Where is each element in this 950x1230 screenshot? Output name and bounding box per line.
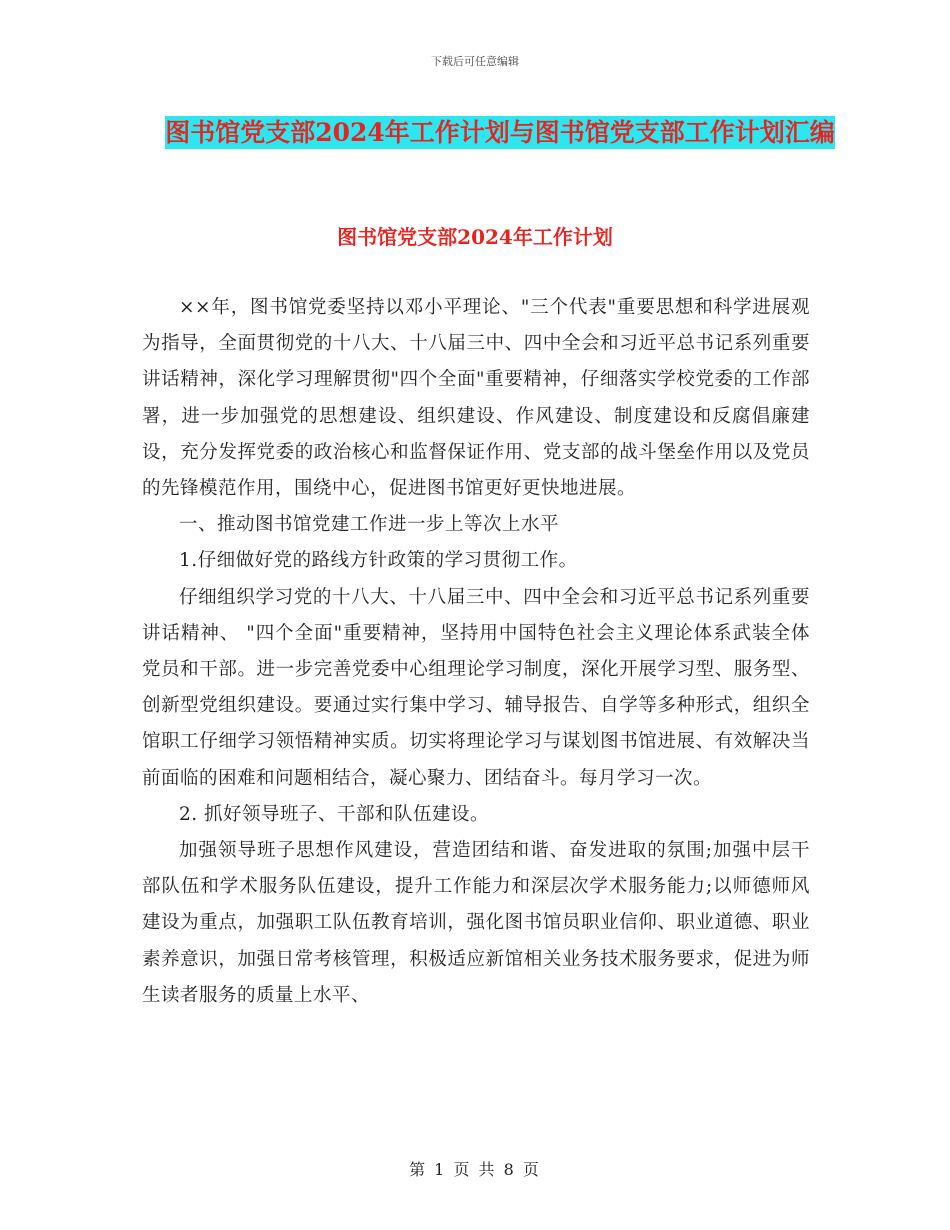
document-title [140, 112, 860, 154]
page-indicator: 第 1 页 共 8 页 [409, 1160, 541, 1179]
header-note: 下载后可任意编辑 [431, 55, 519, 68]
document-title-text: 图书馆党支部2024年工作计划与图书馆党支部工作计划汇编 [165, 118, 835, 147]
document-body [142, 290, 810, 1014]
paragraph: ××年，图书馆党委坚持以邓小平理论、"三个代表"重要思想和科学进展观为指导，全面贯彻党的十八大、十八届三中、四中全会和习近平总书记系列重要讲话精神，深化学习理解贯彻"四个全面"重要精神，仔细落实学校党委的工作部署，进一步加强党的思想建设、组织建设、作风建设、制度建设和反腐倡廉建设，充分发挥党委的政治核心和监督保证作用、党支部的战斗堡垒作用以及党员的先锋模范作用，围绕中心，促进图书馆更好更快地进展。 [142, 297, 810, 500]
paragraph: 加强领导班子思想作风建设，营造团结和谐、奋发进取的氛围;加强中层干部队伍和学术服务队伍建设，提升工作能力和深层次学术服务能力;以师德师风建设为重点，加强职工队伍教育培训，强化图书馆员职业信仰、职业道德、职业素养意识，加强日常考核管理，积极适应新馆相关业务技术服务要求，促进为师生读者服务的质量上水平、 [142, 840, 810, 1006]
paragraph: 仔细组织学习党的十八大、十八届三中、四中全会和习近平总书记系列重要讲话精神、 "四个全面"重要精神，坚持用中国特色社会主义理论体系武装全体党员和干部。进一步完善党委中心组理论学习制度，深化开展学习型、服务型、创新型党组织建设。要通过实行集中学习、辅导报告、自学等多种形式，组织全馆职工仔细学习领悟精神实质。切实将理论学习与谋划图书馆进展、有效解决当前面临的困难和问题相结合，凝心聚力、团结奋斗。每月学习一次。 [142, 586, 810, 789]
section-title: 图书馆党支部2024年工作计划 [337, 225, 613, 249]
paragraph: 1.仔细做好党的路线方针政策的学习贯彻工作。 [179, 550, 578, 572]
paragraph: 一、推动图书馆党建工作进一步上等次上水平 [179, 514, 560, 536]
paragraph: 2. 抓好领导班子、干部和队伍建设。 [179, 803, 490, 825]
